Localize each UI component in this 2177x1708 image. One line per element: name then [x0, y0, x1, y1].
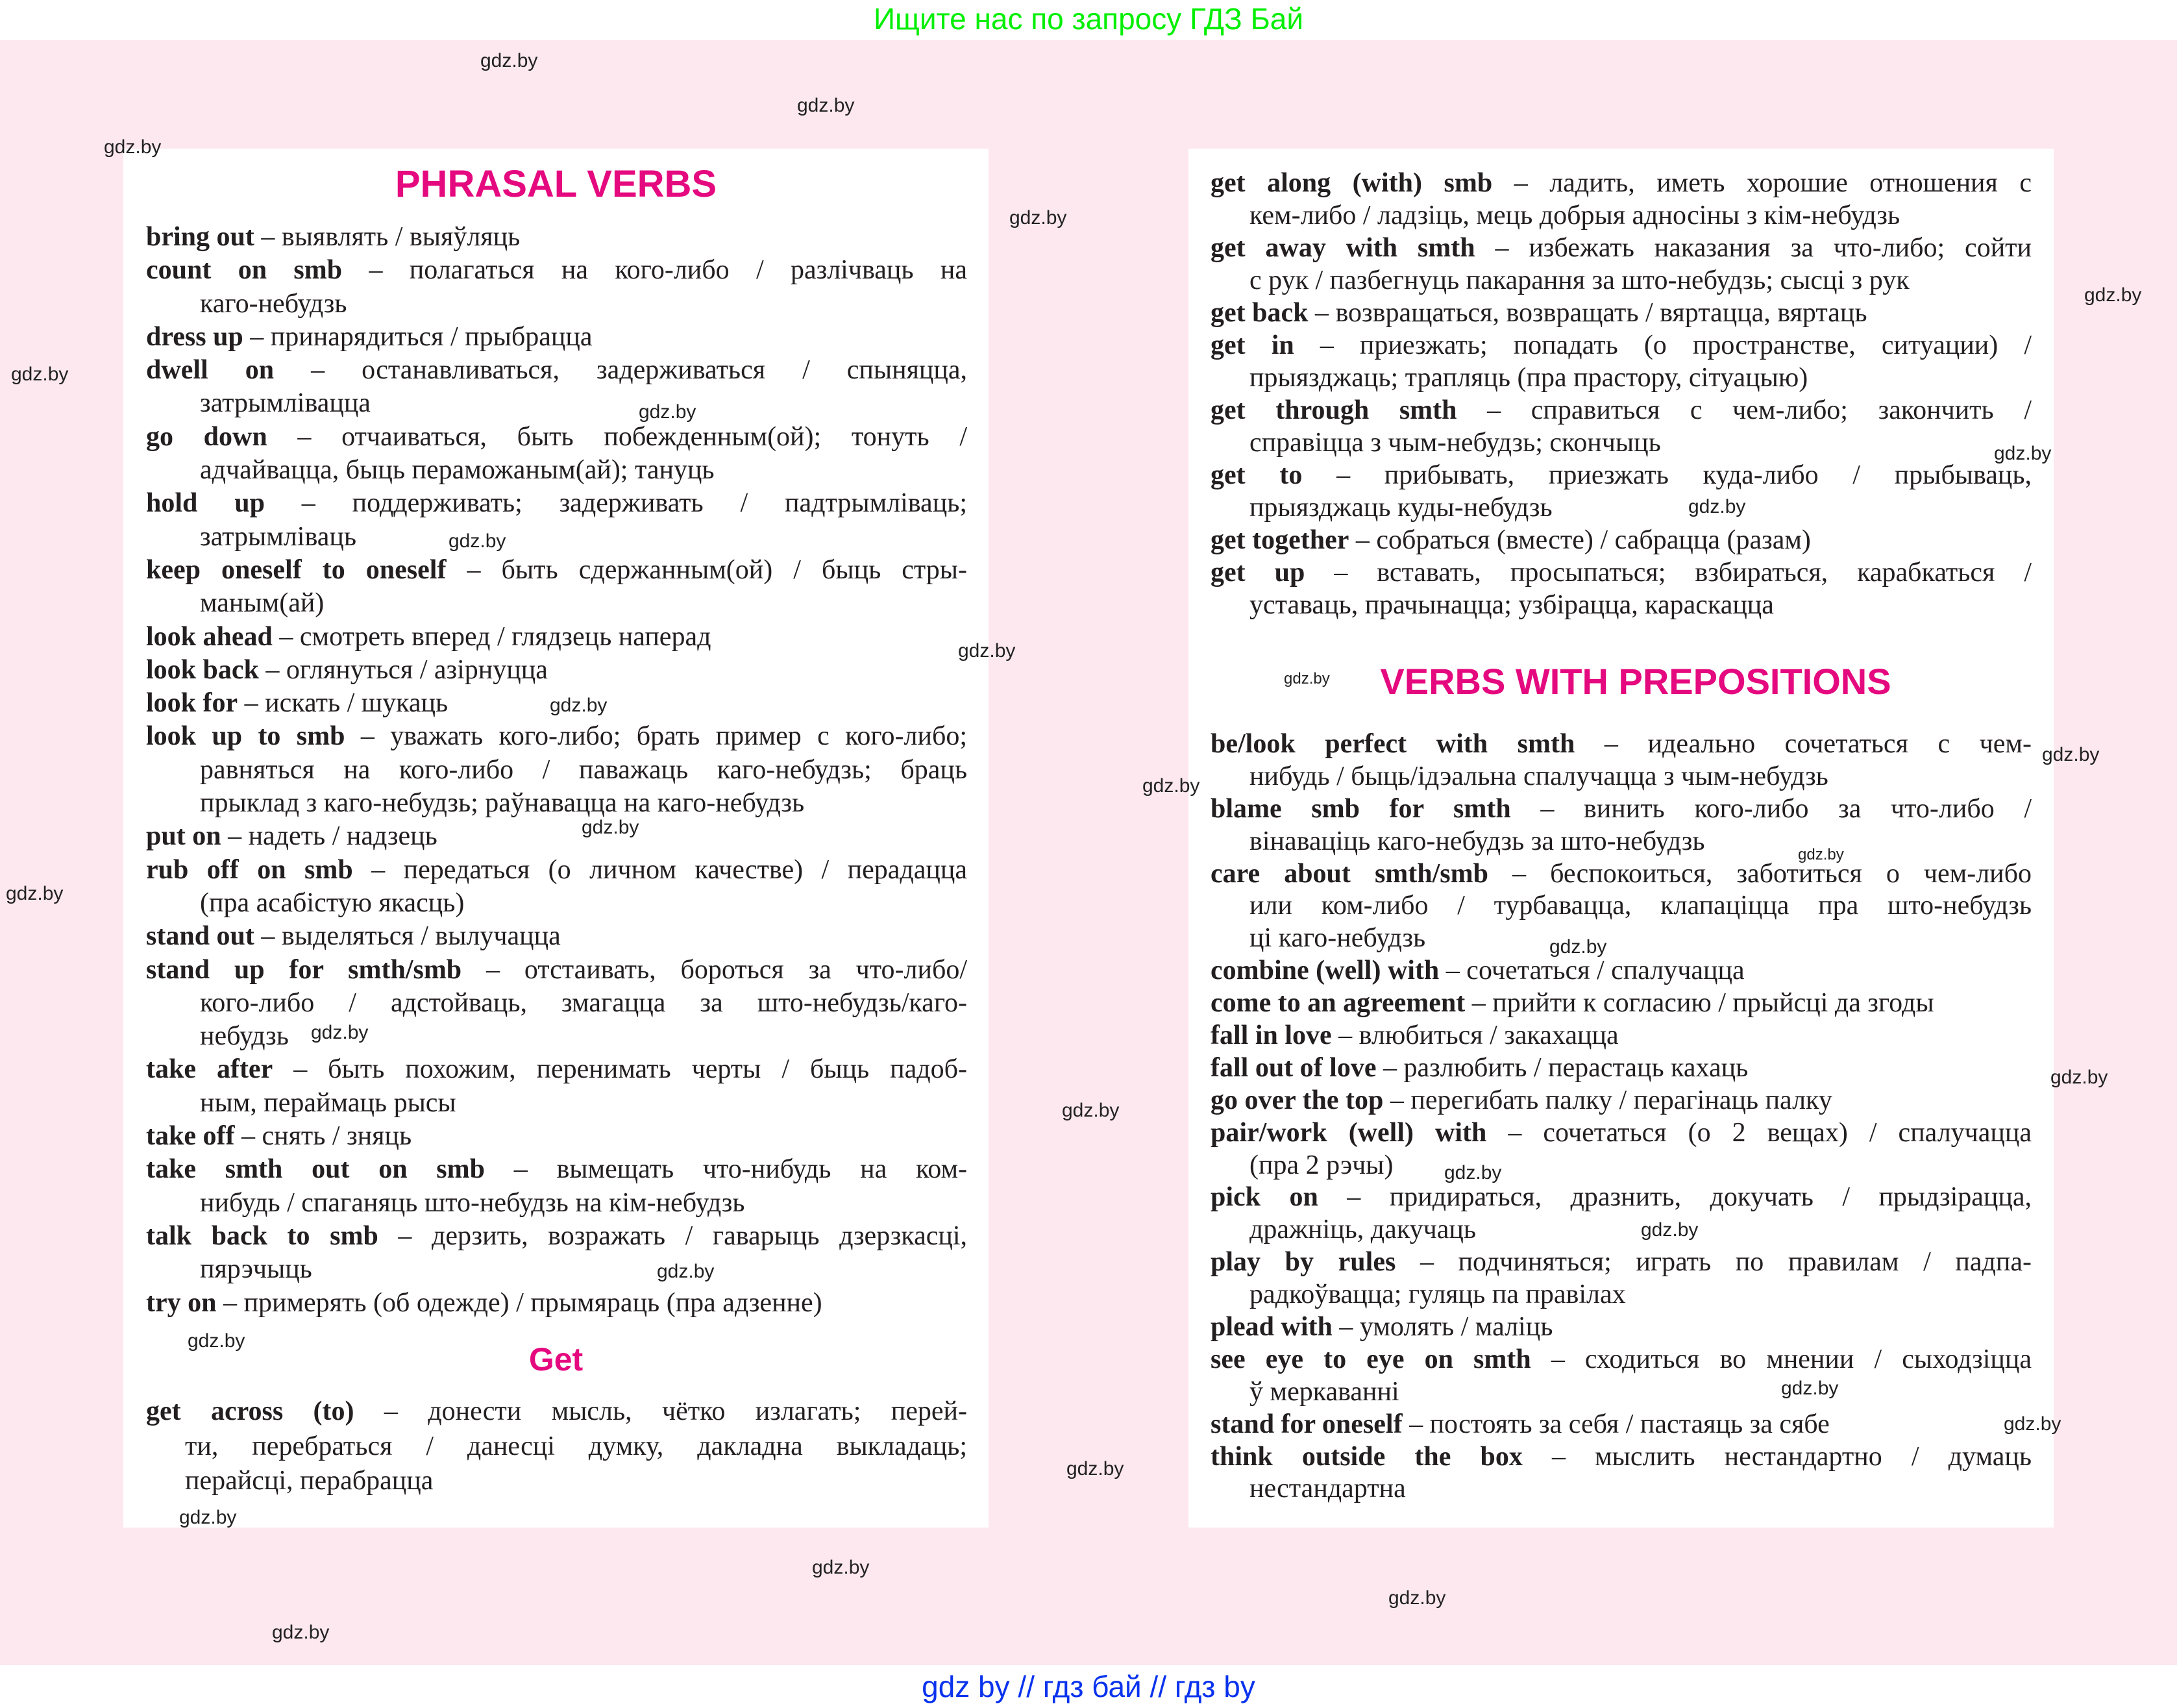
- entry-first-line: [1211, 1344, 2032, 1376]
- watermark: gdz.by: [2042, 744, 2100, 765]
- entry-continuation-line: [146, 1087, 967, 1120]
- verbs-with-prepositions-list: [1211, 728, 2032, 1505]
- entry-first-line: [1211, 297, 2032, 329]
- glossary-entry: [1211, 793, 2032, 858]
- entry-term: get through smth: [1211, 395, 1457, 425]
- entry-definition: уставаць, прачынацца; узбірацца, караскацца: [1249, 590, 1774, 620]
- entry-term: stand up for smth/smb: [146, 954, 462, 985]
- phrasal-verbs-list: [146, 221, 967, 1320]
- entry-term: count on smb: [146, 255, 343, 286]
- entry-first-line: [146, 720, 967, 753]
- entry-definition: пярэчыць: [200, 1254, 312, 1285]
- entry-definition: – сходиться во мнении / сыходзіцца: [1551, 1344, 2032, 1374]
- entry-definition: – примерять (об одежде) / прымяраць (пра адзенне): [223, 1287, 822, 1318]
- entry-first-line: [146, 920, 967, 953]
- watermark: gdz.by: [1066, 1458, 1124, 1479]
- entry-first-line: [146, 1220, 967, 1253]
- entry-definition: – отчаиваться, быть побежденным(ой); тонуть /: [297, 421, 967, 452]
- watermark: gdz.by: [480, 50, 538, 71]
- get-heading: Get: [528, 1341, 584, 1378]
- entry-first-line: [146, 221, 967, 254]
- entry-continuation-line: [1211, 589, 2032, 621]
- glossary-entry: [1211, 955, 2032, 987]
- entry-definition: нибудь / спаганяць што-небудзь на кім-небудзь: [200, 1187, 745, 1218]
- entry-term: talk back to smb: [146, 1220, 378, 1251]
- entry-first-line: [1211, 232, 2032, 264]
- entry-term: get to: [1211, 460, 1303, 490]
- glossary-entry: [1211, 1246, 2032, 1311]
- entry-definition: (пра асабістую якасць): [200, 887, 465, 918]
- glossary-entry: [146, 920, 967, 953]
- entry-definition: – идеально сочетаться с чем-: [1604, 729, 2032, 759]
- entry-continuation-line: [1211, 826, 2032, 858]
- entry-definition: – сочетаться / спалучацца: [1445, 956, 1745, 986]
- entry-definition: перайсці, перабрацца: [185, 1466, 434, 1496]
- entry-continuation-line: [1211, 761, 2032, 793]
- entry-term: play by rules: [1211, 1247, 1396, 1278]
- entry-first-line: [1211, 1441, 2032, 1474]
- glossary-entry: [1211, 1117, 2032, 1182]
- glossary-entry: [1211, 1409, 2032, 1441]
- entry-term: plead with: [1211, 1312, 1333, 1343]
- entry-first-line: [1211, 1311, 2032, 1344]
- glossary-entry: [146, 720, 967, 820]
- glossary-entry: [146, 354, 967, 421]
- entry-first-line: [146, 254, 967, 287]
- entry-continuation-line: [146, 787, 967, 820]
- verbs-with-prepositions-heading: VERBS WITH PREPOSITIONS: [1380, 661, 1891, 702]
- entry-definition: маным(ай): [200, 588, 325, 619]
- entry-continuation-line: [1211, 264, 2032, 297]
- entry-first-line: [146, 954, 967, 987]
- glossary-entry: [1211, 1344, 2032, 1409]
- glossary-entry: [146, 554, 967, 621]
- entry-definition: – прибывать, приезжать куда-либо / прыбываць,: [1336, 460, 2032, 490]
- entry-definition: справіцца з чым-небудзь; скончыць: [1249, 428, 1661, 458]
- entry-first-line: [1211, 394, 2032, 427]
- phrasal-verbs-heading: PHRASAL VERBS: [395, 163, 717, 205]
- entry-definition: – беспокоиться, заботиться о чем-либо: [1512, 858, 2032, 889]
- entry-term: hold up: [146, 488, 265, 519]
- get-list-left: [146, 1394, 967, 1499]
- glossary-entry: [146, 1287, 967, 1320]
- entry-continuation-line: [1211, 890, 2032, 922]
- watermark: gdz.by: [657, 1261, 715, 1282]
- entry-definition: – возвращаться, возвращать / вяртацца, вяртаць: [1315, 298, 1867, 328]
- watermark: gdz.by: [11, 364, 69, 385]
- entry-term: come to an agreement: [1211, 988, 1466, 1019]
- glossary-entry: [146, 1220, 967, 1287]
- glossary-entry: [146, 487, 967, 554]
- glossary-entry: [146, 321, 967, 354]
- entry-first-line: [1211, 1117, 2032, 1150]
- entry-definition: – выявлять / выяўляць: [261, 222, 521, 252]
- watermark: gdz.by: [1798, 846, 1844, 863]
- entry-definition: – передаться (о личном качестве) / перадацца: [371, 854, 967, 885]
- entry-definition: – уважать кого-либо; брать пример с кого-либо;: [360, 721, 967, 752]
- entry-first-line: [1211, 1020, 2032, 1052]
- entry-definition: или ком-либо / турбавацца, клапаціцца пра што-небудзь: [1249, 891, 2032, 921]
- entry-first-line: [146, 1394, 967, 1430]
- entry-definition: – постоять за себя / пастаяць за сябе: [1409, 1409, 1830, 1439]
- glossary-entry: [1211, 1182, 2032, 1246]
- entry-term: get up: [1211, 558, 1305, 588]
- entry-definition: кем-либо / ладзіць, мець добрыя адносіны з кім-небудзь: [1249, 201, 1900, 230]
- entry-definition: – вставать, просыпаться; взбираться, карабкаться /: [1334, 558, 2032, 588]
- glossary-entry: [1211, 459, 2032, 524]
- glossary-entry: [1211, 1311, 2032, 1344]
- entry-first-line: [146, 621, 967, 654]
- entry-definition: – быть сдержанным(ой) / быць стры-: [467, 554, 967, 585]
- entry-first-line: [146, 321, 967, 354]
- watermark: gdz.by: [6, 883, 64, 904]
- entry-first-line: [146, 487, 967, 520]
- glossary-entry: [146, 421, 967, 488]
- entry-first-line: [1211, 728, 2032, 761]
- watermark: gdz.by: [2084, 284, 2142, 306]
- glossary-entry: [146, 854, 967, 921]
- entry-definition: – искать / шукаць: [244, 688, 449, 719]
- entry-definition: каго-небудзь: [200, 288, 347, 319]
- watermark: gdz.by: [1549, 936, 1607, 958]
- entry-term: think outside the box: [1211, 1441, 1523, 1472]
- entry-first-line: [1211, 1052, 2032, 1085]
- glossary-entry: [1211, 1441, 2032, 1506]
- entry-definition: – подчиняться; играть по правилам / падпа-: [1420, 1247, 2032, 1278]
- entry-term: pick on: [1211, 1182, 1318, 1213]
- entry-continuation-line: [146, 887, 967, 920]
- entry-first-line: [1211, 1085, 2032, 1117]
- entry-first-line: [1211, 556, 2032, 589]
- entry-continuation-line: [1211, 491, 2032, 524]
- entry-definition: (пра 2 рэчы): [1249, 1150, 1394, 1180]
- entry-term: get across (to): [146, 1396, 354, 1426]
- entry-term: get in: [1211, 330, 1294, 360]
- watermark: gdz.by: [1781, 1378, 1839, 1399]
- entry-continuation-line: [1211, 199, 2032, 232]
- watermark: gdz.by: [797, 95, 855, 116]
- entry-continuation-line: [146, 587, 967, 620]
- watermark: gdz.by: [311, 1022, 369, 1043]
- glossary-entry: [1211, 1020, 2032, 1052]
- watermark: gdz.by: [272, 1622, 330, 1643]
- glossary-entry: [146, 221, 967, 254]
- entry-continuation-line: [1211, 427, 2032, 459]
- watermark: gdz.by: [1142, 775, 1200, 797]
- entry-first-line: [146, 1120, 967, 1153]
- entry-definition: – справиться с чем-либо; закончить /: [1487, 395, 2032, 425]
- entry-definition: нибудь / быць/ідэальна спалучацца з чым-небудзь: [1249, 761, 1828, 791]
- glossary-entry: [1211, 1052, 2032, 1085]
- entry-term: be/look perfect with smth: [1211, 729, 1575, 759]
- entry-term: get away with smth: [1211, 233, 1475, 263]
- entry-continuation-line: [1211, 1150, 2032, 1182]
- glossary-entry: [1211, 524, 2032, 556]
- entry-term: get back: [1211, 298, 1309, 328]
- entry-term: get along (with) smb: [1211, 168, 1493, 198]
- entry-continuation-line: [146, 1020, 967, 1053]
- entry-term: stand for oneself: [1211, 1409, 1403, 1439]
- entry-term: look up to smb: [146, 721, 345, 752]
- entry-definition: – умолять / маліць: [1339, 1312, 1553, 1343]
- entry-term: bring out: [146, 222, 254, 252]
- entry-continuation-line: [146, 454, 967, 487]
- entry-term: fall in love: [1211, 1021, 1332, 1051]
- entry-first-line: [146, 421, 967, 454]
- entry-definition: – избежать наказания за что-либо; сойти: [1495, 233, 2032, 263]
- glossary-entry: [146, 954, 967, 1054]
- entry-definition: прыязджаць куды-небудзь: [1249, 493, 1553, 523]
- watermark: gdz.by: [582, 817, 639, 838]
- entry-definition: – донести мысль, чётко излагать; перей-: [384, 1396, 967, 1426]
- glossary-entry: [1211, 394, 2032, 459]
- watermark: gdz.by: [639, 401, 696, 423]
- entry-term: look ahead: [146, 621, 273, 652]
- entry-first-line: [146, 854, 967, 887]
- entry-term: look for: [146, 688, 238, 719]
- entry-first-line: [146, 1153, 967, 1186]
- entry-definition: дражніць, дакучаць: [1249, 1215, 1477, 1245]
- entry-definition: – вымещать что-нибудь на ком-: [513, 1154, 967, 1185]
- entry-continuation-line: [146, 1253, 967, 1286]
- watermark: gdz.by: [1388, 1587, 1446, 1609]
- entry-definition: – разлюбить / перастаць кахаць: [1383, 1052, 1749, 1083]
- entry-definition: адчайвацца, быць пераможаным(ай); тануць: [200, 455, 715, 486]
- entry-first-line: [1211, 1409, 2032, 1441]
- entry-first-line: [1211, 329, 2032, 362]
- entry-continuation-line: [1211, 922, 2032, 955]
- glossary-entry: [1211, 167, 2032, 232]
- entry-continuation-line: [146, 387, 967, 420]
- entry-definition: – дерзить, возражать / гаварыць дзерзкасці,: [398, 1220, 967, 1251]
- entry-definition: – снять / зняць: [241, 1121, 412, 1152]
- entry-continuation-line: [1211, 1473, 2032, 1505]
- entry-definition: ным, пераймаць рысы: [200, 1087, 456, 1118]
- entry-definition: вінаваціць каго-небудзь за што-небудзь: [1249, 826, 1705, 856]
- entry-continuation-line: [1211, 1376, 2032, 1409]
- entry-term: dwell on: [146, 355, 275, 386]
- entry-first-line: [1211, 858, 2032, 891]
- bottom-banner: gdz by // гдз бай // гдз by: [0, 1665, 2177, 1708]
- watermark: gdz.by: [1062, 1100, 1120, 1121]
- entry-term: go down: [146, 421, 267, 452]
- entry-definition: прыклад з каго-небудзь; раўнавацца на каго-небудзь: [200, 788, 805, 819]
- entry-term: blame smb for smth: [1211, 793, 1511, 824]
- entry-continuation-line: [146, 1187, 967, 1220]
- entry-continuation-line: [146, 1430, 967, 1465]
- glossary-entry: [1211, 556, 2032, 621]
- entry-definition: – придираться, дразнить, докучать / прыдзірацца,: [1347, 1182, 2032, 1213]
- entry-definition: – останавливаться, задерживаться / спыняцца,: [311, 355, 967, 386]
- watermark: gdz.by: [1688, 496, 1746, 517]
- entry-definition: – полагаться на кого-либо / разлічваць на: [369, 255, 967, 286]
- glossary-entry: [1211, 329, 2032, 394]
- entry-definition: – ладить, иметь хорошие отношения с: [1514, 168, 2032, 198]
- entry-definition: – винить кого-либо за что-либо /: [1540, 793, 2032, 824]
- entry-definition: – поддерживать; задерживать / падтрымліваць;: [301, 488, 967, 519]
- entry-first-line: [146, 1287, 967, 1320]
- entry-term: dress up: [146, 321, 243, 352]
- top-banner: Ищите нас по запросу ГДЗ Бай: [0, 0, 2177, 40]
- watermark: gdz.by: [1444, 1162, 1502, 1183]
- entry-definition: ў меркаванні: [1249, 1376, 1399, 1407]
- watermark: gdz.by: [1641, 1219, 1699, 1241]
- entry-definition: – прийти к согласию / прыйсці да згоды: [1471, 988, 1934, 1019]
- entry-first-line: [1211, 524, 2032, 556]
- glossary-entry: [146, 1153, 967, 1220]
- entry-definition: кого-либо / адстойваць, змагацца за што-небудзь/каго-: [200, 987, 967, 1018]
- glossary-entry: [1211, 1085, 2032, 1117]
- entry-continuation-line: [146, 987, 967, 1020]
- entry-term: take after: [146, 1054, 273, 1085]
- watermark: gdz.by: [550, 695, 608, 716]
- glossary-entry: [1211, 987, 2032, 1020]
- entry-definition: нестандартна: [1249, 1474, 1406, 1504]
- entry-definition: – быть похожим, перенимать черты / быць падоб-: [293, 1054, 967, 1085]
- entry-definition: – выделяться / вылучацца: [261, 921, 561, 952]
- glossary-entry: [146, 1120, 967, 1153]
- entry-first-line: [1211, 793, 2032, 826]
- entry-continuation-line: [146, 754, 967, 787]
- entry-continuation-line: [1211, 1214, 2032, 1246]
- entry-definition: – перегибать палку / перагінаць палку: [1390, 1085, 1832, 1115]
- watermark: gdz.by: [188, 1330, 245, 1352]
- entry-definition: – влюбиться / закахацца: [1338, 1021, 1619, 1051]
- entry-term: try on: [146, 1287, 217, 1318]
- watermark: gdz.by: [449, 530, 506, 552]
- entry-first-line: [1211, 1246, 2032, 1279]
- entry-first-line: [1211, 955, 2032, 987]
- entry-continuation-line: [146, 288, 967, 321]
- entry-first-line: [146, 654, 967, 687]
- entry-first-line: [146, 354, 967, 387]
- entry-term: see eye to eye on smth: [1211, 1344, 1531, 1374]
- entry-first-line: [1211, 1182, 2032, 1214]
- entry-term: pair/work (well) with: [1211, 1117, 1487, 1148]
- entry-definition: небудзь: [200, 1021, 289, 1052]
- entry-term: take smth out on smb: [146, 1154, 485, 1185]
- entry-term: go over the top: [1211, 1085, 1384, 1115]
- entry-definition: прыязджаць; трапляць (пра прастору, сітуацыю): [1249, 363, 1808, 393]
- entry-definition: – собраться (вместе) / сабрацца (разам): [1355, 525, 1811, 555]
- entry-term: stand out: [146, 921, 254, 952]
- entry-first-line: [1211, 987, 2032, 1020]
- watermark: gdz.by: [179, 1507, 237, 1528]
- entry-term: look back: [146, 654, 259, 685]
- entry-term: rub off on smb: [146, 854, 353, 885]
- entry-term: put on: [146, 821, 221, 852]
- glossary-entry: [146, 820, 967, 853]
- entry-definition: – надеть / надзець: [228, 821, 437, 852]
- entry-first-line: [1211, 167, 2032, 199]
- entry-definition: радкоўвацца; гуляць па правілах: [1249, 1280, 1626, 1310]
- glossary-entry: [146, 1053, 967, 1120]
- entry-first-line: [146, 820, 967, 853]
- watermark: gdz.by: [1284, 670, 1330, 687]
- glossary-entry: [1211, 858, 2032, 956]
- glossary-entry: [1211, 232, 2032, 297]
- entry-term: get together: [1211, 525, 1349, 555]
- entry-continuation-line: [146, 1464, 967, 1499]
- watermark: gdz.by: [1009, 207, 1067, 229]
- glossary-entry: [1211, 728, 2032, 793]
- entry-definition: с рук / пазбегнуць пакарання за што-небудзь; сысці з рук: [1249, 266, 1910, 295]
- watermark: gdz.by: [958, 640, 1016, 662]
- entry-continuation-line: [1211, 1279, 2032, 1311]
- entry-first-line: [146, 554, 967, 587]
- entry-definition: – отстаивать, бороться за что-либо/: [486, 954, 967, 985]
- entry-definition: равняться на кого-либо / паважаць каго-небудзь; браць: [200, 754, 967, 785]
- entry-definition: – оглянуться / азірнуцца: [265, 654, 548, 685]
- entry-definition: ці каго-небудзь: [1249, 923, 1426, 954]
- watermark: gdz.by: [1994, 443, 2052, 464]
- entry-first-line: [1211, 459, 2032, 491]
- entry-definition: затрымліваць: [200, 521, 356, 552]
- glossary-entry: [146, 654, 967, 687]
- entry-term: take off: [146, 1121, 235, 1152]
- entry-continuation-line: [1211, 362, 2032, 394]
- entry-definition: – сочетаться (о 2 вещах) / спалучацца: [1508, 1117, 2032, 1148]
- entry-definition: – приезжать; попадать (о пространстве, ситуации) /: [1320, 330, 2032, 360]
- entry-definition: затрымлівацца: [200, 388, 371, 419]
- glossary-entry: [146, 1394, 967, 1499]
- entry-definition: – смотреть вперед / глядзець наперад: [279, 621, 711, 652]
- glossary-entry: [1211, 297, 2032, 329]
- watermark: gdz.by: [2004, 1413, 2061, 1435]
- entry-term: combine (well) with: [1211, 956, 1440, 986]
- entry-term: fall out of love: [1211, 1052, 1377, 1083]
- entry-definition: – мыслить нестандартно / думаць: [1551, 1441, 2032, 1472]
- entry-continuation-line: [146, 521, 967, 554]
- watermark: gdz.by: [812, 1557, 870, 1578]
- entry-definition: ти, перебраться / данесці думку, дакладна выкладаць;: [185, 1431, 967, 1461]
- entry-term: keep oneself to oneself: [146, 554, 447, 585]
- glossary-entry: [146, 621, 967, 654]
- watermark: gdz.by: [2050, 1067, 2108, 1088]
- glossary-entry: [146, 254, 967, 321]
- entry-definition: – принарядиться / прыбрацца: [250, 321, 593, 352]
- entry-term: care about smth/smb: [1211, 858, 1488, 889]
- get-list-right: [1211, 167, 2032, 621]
- entry-first-line: [146, 1053, 967, 1086]
- watermark: gdz.by: [104, 136, 162, 158]
